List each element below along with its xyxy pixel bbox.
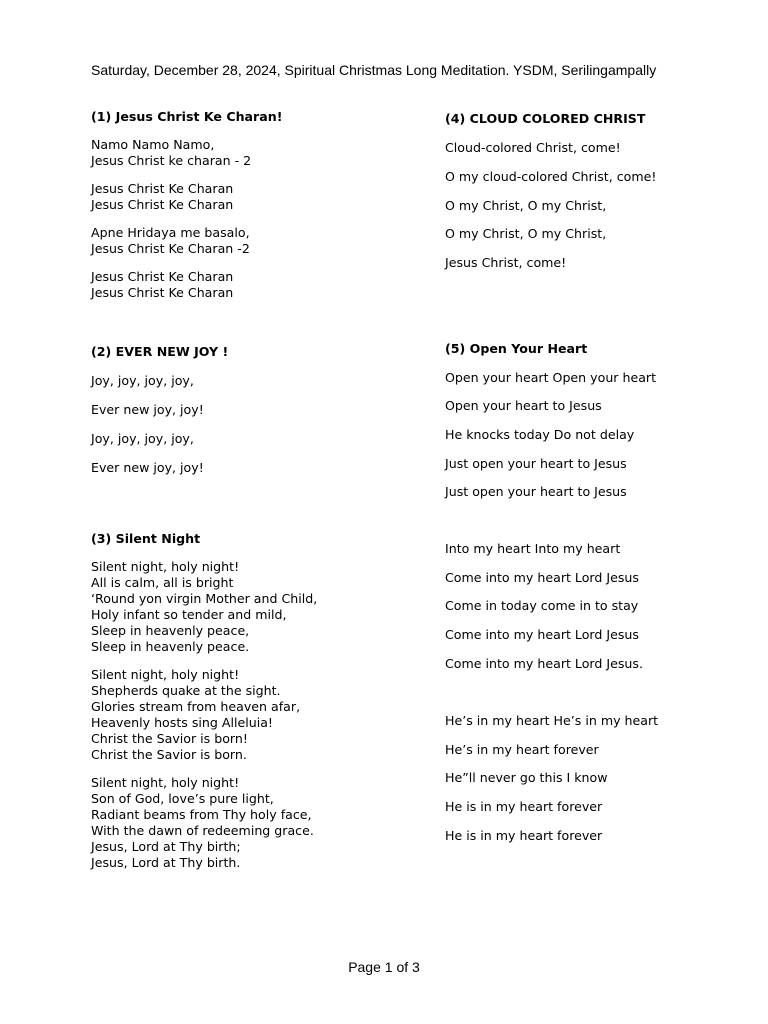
- page-header: Saturday, December 28, 2024, Spiritual Christmas Long Meditation. YSDM, Serilingampally: [91, 62, 657, 78]
- stanza: [91, 225, 411, 257]
- song-title: (1) Jesus Christ Ke Charan!: [91, 109, 283, 124]
- stanza: [91, 431, 411, 447]
- lyric-line: Christ the Savior is born.: [91, 747, 247, 762]
- stanza: [91, 460, 411, 476]
- lyric-line: Into my heart Into my heart: [445, 541, 621, 556]
- lyric-line: Just open your heart to Jesus: [445, 484, 627, 499]
- lyric-line: Just open your heart to Jesus: [445, 456, 627, 471]
- lyric-line: He is in my heart forever: [445, 828, 603, 843]
- song-silent-night: [91, 531, 411, 883]
- lyric-line: Silent night, holy night!: [91, 775, 240, 790]
- lyric-line: Heavenly hosts sing Alleluia!: [91, 715, 273, 730]
- stanza: [91, 269, 411, 301]
- song-title: (3) Silent Night: [91, 531, 201, 546]
- lyric-line: Jesus Christ Ke Charan: [91, 285, 234, 300]
- lyric-line: O my cloud-colored Christ, come!: [445, 169, 657, 184]
- lyric-line: Ever new joy, joy!: [91, 402, 204, 417]
- lyric-line: Jesus Christ ke charan - 2: [91, 153, 252, 168]
- lyric-line: Come in today come in to stay: [445, 598, 639, 613]
- song-title: (4) CLOUD COLORED CHRIST: [445, 111, 646, 126]
- lyric-line: He knocks today Do not delay: [445, 427, 635, 442]
- lyric-line: He is in my heart forever: [445, 799, 603, 814]
- lyric-line: He’s in my heart forever: [445, 742, 599, 757]
- lyric-line: Jesus Christ Ke Charan: [91, 197, 234, 212]
- song-title: (5) Open Your Heart: [445, 341, 588, 356]
- lyric-line: ‘Round yon virgin Mother and Child,: [91, 591, 318, 606]
- lyric-line: Ever new joy, joy!: [91, 460, 204, 475]
- lyric-line: Come into my heart Lord Jesus: [445, 570, 639, 585]
- song-jesus-christ-ke-charan: [91, 109, 411, 313]
- lyric-line: Come into my heart Lord Jesus: [445, 627, 639, 642]
- song-ever-new-joy: [91, 344, 411, 488]
- lyric-line: Joy, joy, joy, joy,: [91, 431, 194, 446]
- lyric-line: Sleep in heavenly peace.: [91, 639, 250, 654]
- lyric-line: Open your heart to Jesus: [445, 398, 602, 413]
- stanza: [91, 402, 411, 418]
- stanza: [91, 775, 411, 871]
- lyric-line: Cloud-colored Christ, come!: [445, 140, 621, 155]
- lyric-line: Jesus Christ Ke Charan -2: [91, 241, 250, 256]
- lyric-line: Glories stream from heaven afar,: [91, 699, 301, 714]
- lyric-line: Jesus, Lord at Thy birth;: [91, 839, 241, 854]
- lyric-line: Jesus, Lord at Thy birth.: [91, 855, 241, 870]
- stanza: [91, 559, 411, 655]
- lyric-line: Silent night, holy night!: [91, 559, 240, 574]
- lyric-line: Shepherds quake at the sight.: [91, 683, 281, 698]
- lyric-line: Holy infant so tender and mild,: [91, 607, 287, 622]
- page-number: Page 1 of 3: [348, 959, 420, 975]
- lyric-line: O my Christ, O my Christ,: [445, 226, 607, 241]
- lyric-line: Joy, joy, joy, joy,: [91, 373, 194, 388]
- lyric-line: Jesus Christ, come!: [445, 255, 567, 270]
- lyric-line: Son of God, love’s pure light,: [91, 791, 274, 806]
- lyric-line: Radiant beams from Thy holy face,: [91, 807, 312, 822]
- stanza: [91, 373, 411, 389]
- stanza: [91, 137, 411, 169]
- lyric-line: Christ the Savior is born!: [91, 731, 248, 746]
- stanza: [91, 181, 411, 213]
- lyric-line: Jesus Christ Ke Charan: [91, 181, 234, 196]
- lyric-line: He”ll never go this I know: [445, 770, 608, 785]
- song-title: (2) EVER NEW JOY !: [91, 344, 229, 359]
- lyric-line: All is calm, all is bright: [91, 575, 234, 590]
- lyric-line: He’s in my heart He’s in my heart: [445, 713, 659, 728]
- lyric-line: Sleep in heavenly peace,: [91, 623, 250, 638]
- lyric-line: O my Christ, O my Christ,: [445, 198, 607, 213]
- stanza: [91, 667, 411, 763]
- lyric-line: Silent night, holy night!: [91, 667, 240, 682]
- lyric-line: Apne Hridaya me basalo,: [91, 225, 250, 240]
- lyric-line: Come into my heart Lord Jesus.: [445, 656, 643, 671]
- lyric-line: Namo Namo Namo,: [91, 137, 215, 152]
- lyric-line: Open your heart Open your heart: [445, 370, 657, 385]
- lyric-line: With the dawn of redeeming grace.: [91, 823, 314, 838]
- lyric-line: Jesus Christ Ke Charan: [91, 269, 234, 284]
